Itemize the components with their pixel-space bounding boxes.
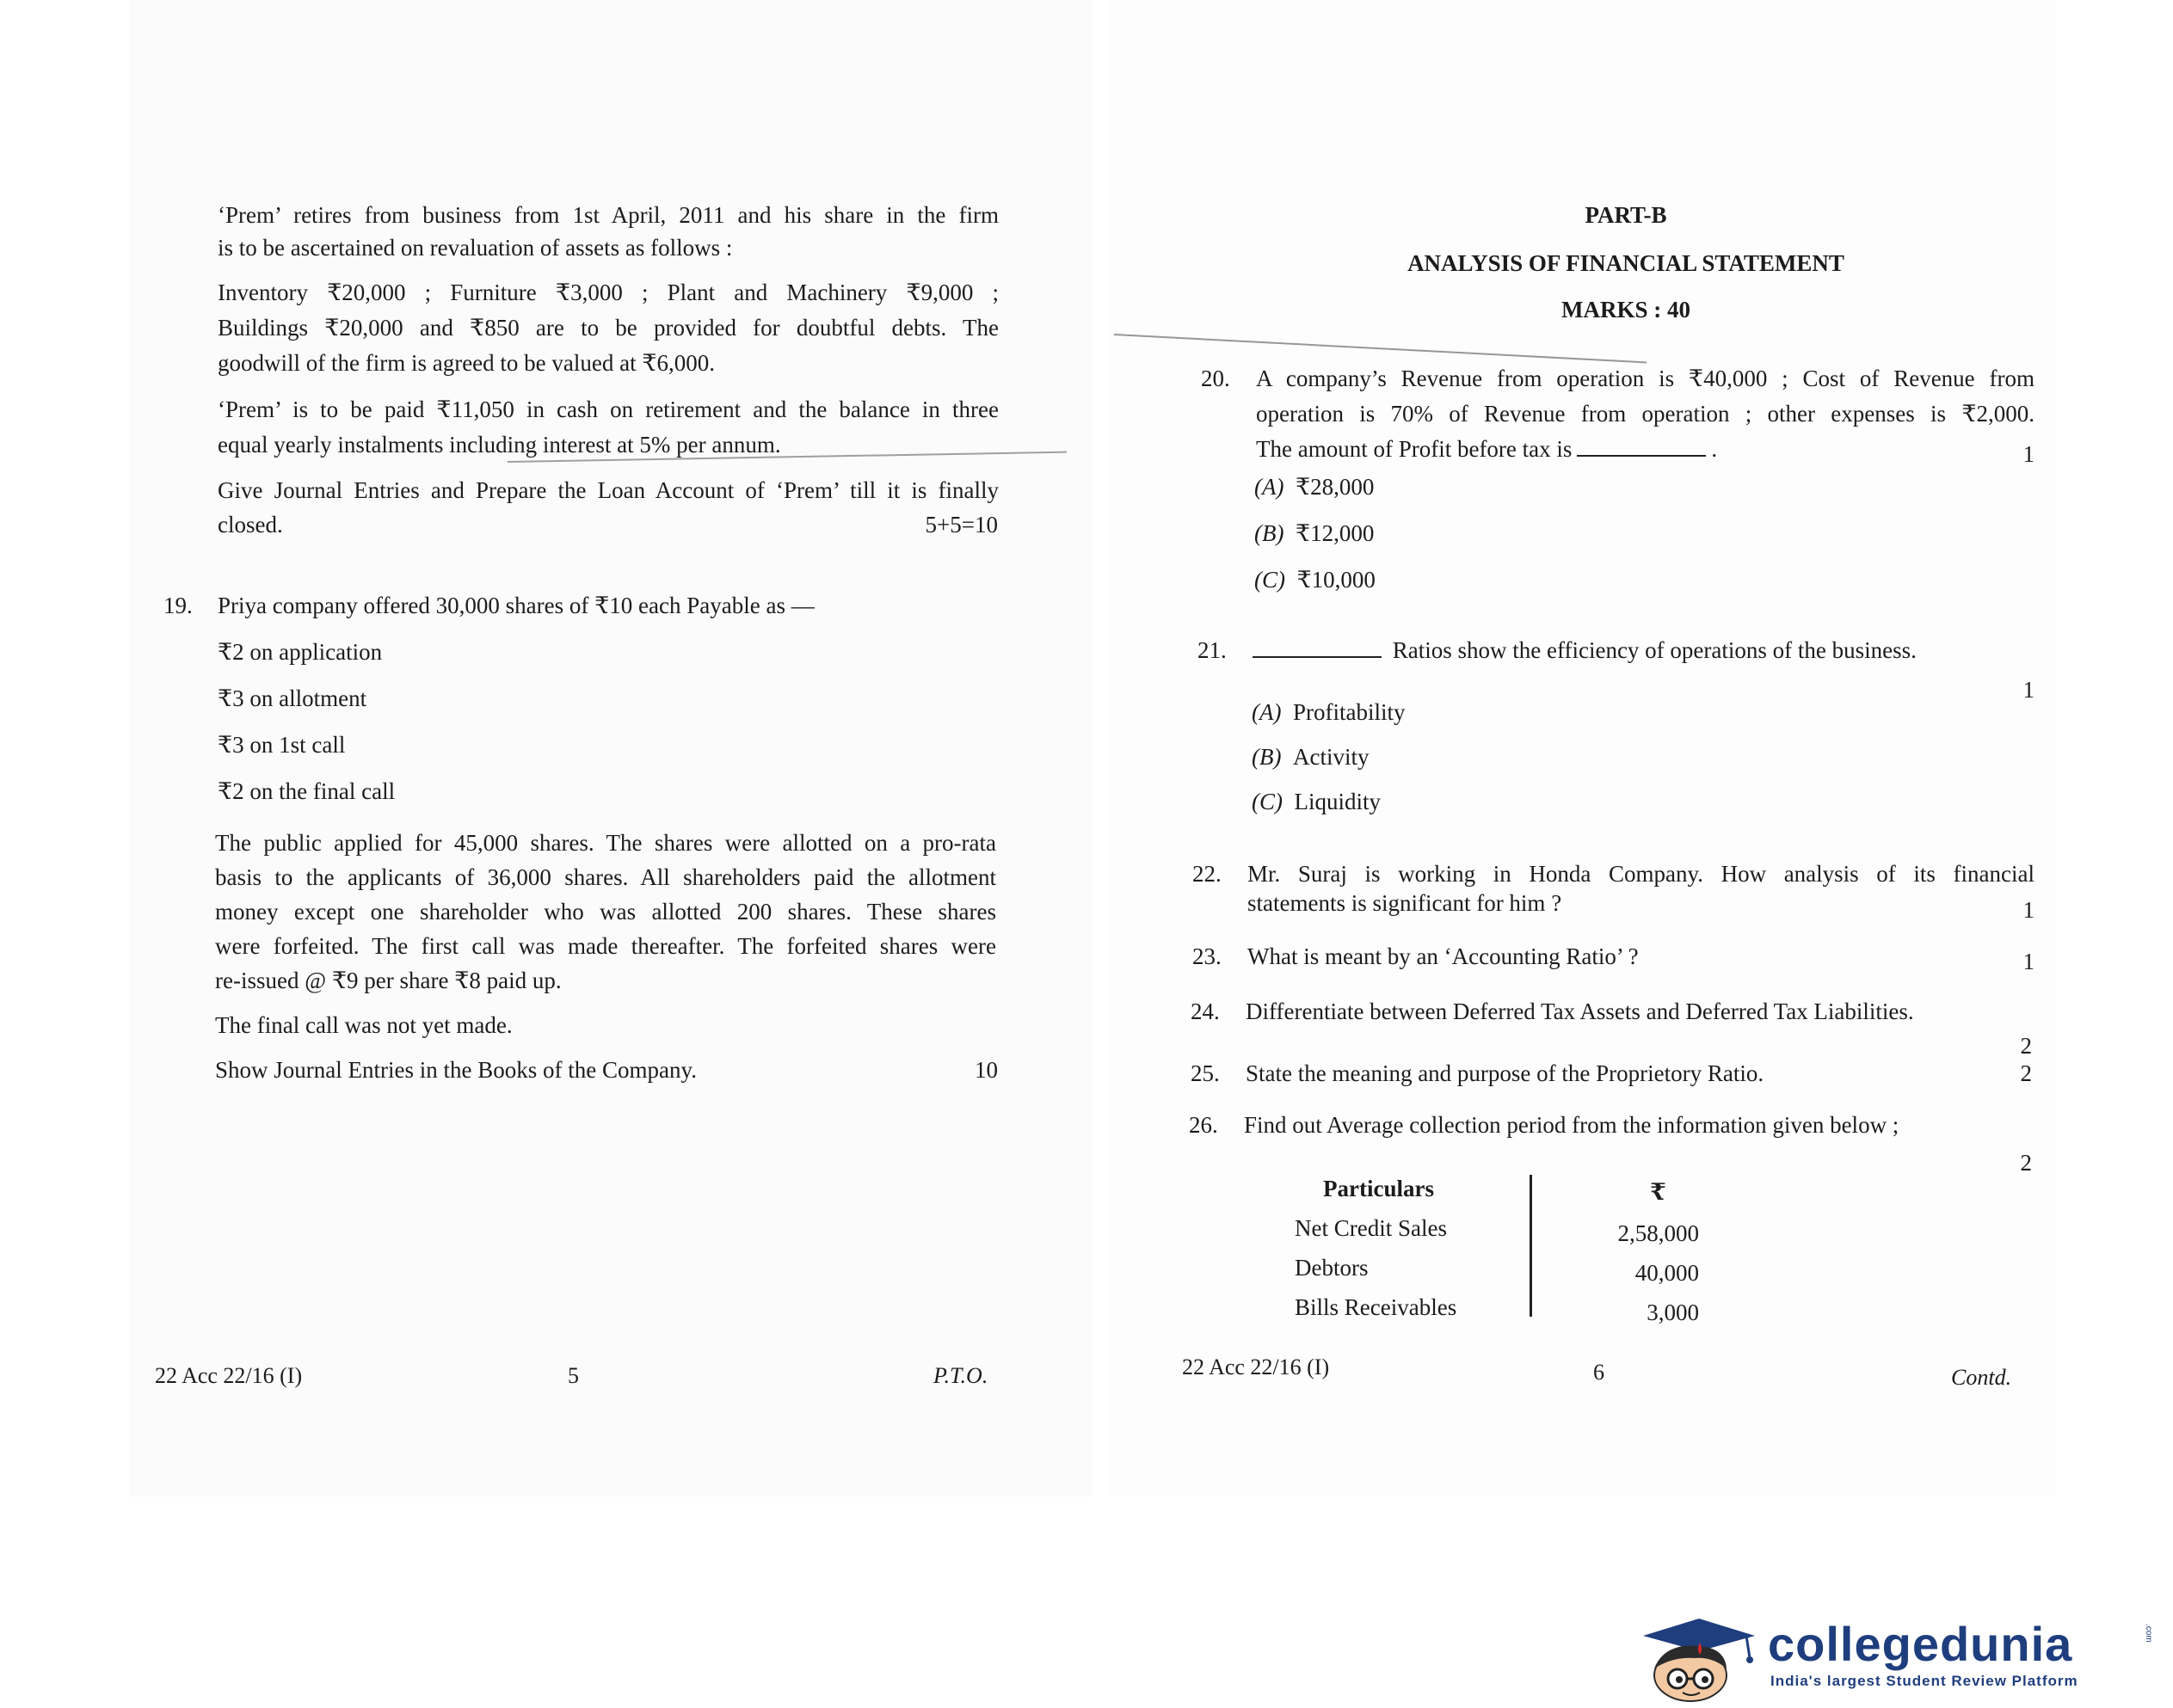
q25-marks: 2 <box>2020 1060 2032 1086</box>
footer-page-number-right: 6 <box>1593 1360 1604 1385</box>
table-row-item: Net Credit Sales <box>1295 1215 1447 1241</box>
prem-intro-line-2: is to be ascertained on revaluation of assets as follows : <box>218 235 733 261</box>
q25-text: State the meaning and purpose of the Proprietory Ratio. <box>1246 1060 1764 1086</box>
table-row-item: Bills Receivables <box>1295 1294 1457 1320</box>
q19-item-3: ₹3 on 1st call <box>218 732 346 758</box>
q20-number: 20. <box>1201 366 1230 391</box>
q19-para-line-5: re-issued @ ₹9 per share ₹8 paid up. <box>215 968 562 993</box>
q21-option-c: Liquidity <box>1294 789 1381 814</box>
q25-number: 25. <box>1191 1060 1220 1086</box>
q20-option-b-label: (B) <box>1254 520 1284 546</box>
q26-text: Find out Average collection period from the information given below ; <box>1244 1112 1899 1138</box>
table-row-amount: 40,000 <box>1634 1260 1699 1286</box>
marks-heading: MARKS : 40 <box>1561 297 1690 323</box>
q22-line-1: Mr. Suraj is working in Honda Company. How analysis of its financial <box>1247 861 2034 887</box>
q19-para-line-4: were forfeited. The first call was made thereafter. The forfeited shares were <box>215 933 996 959</box>
mascot-icon <box>1617 1617 1764 1703</box>
logo-wordmark: collegedunia <box>1768 1617 2073 1671</box>
task-line-2: closed. <box>218 512 283 538</box>
footer-contd: Contd. <box>1951 1365 2012 1390</box>
q20-option-c-label: (C) <box>1254 567 1285 593</box>
q21-option-b-label: (B) <box>1252 744 1282 770</box>
table-row-item: Debtors <box>1295 1255 1369 1281</box>
q24-marks: 2 <box>2020 1033 2032 1059</box>
q21-option-c-label: (C) <box>1252 789 1283 814</box>
q22-marks: 1 <box>2022 897 2034 923</box>
task-line-1: Give Journal Entries and Prepare the Loan Account of ‘Prem’ till it is finally <box>218 477 999 503</box>
q21-option-a-label: (A) <box>1252 699 1282 725</box>
answer-blank <box>1577 454 1706 457</box>
q20-option-b: ₹12,000 <box>1295 520 1375 546</box>
payment-line-2: equal yearly instalments including interest at 5% per annum. <box>218 432 781 458</box>
q24-number: 24. <box>1191 998 1220 1024</box>
q23-number: 23. <box>1192 943 1222 969</box>
q19-item-1: ₹2 on application <box>218 639 383 665</box>
q19-item-2: ₹3 on allotment <box>218 685 367 711</box>
answer-blank <box>1253 655 1382 658</box>
footer-code-left: 22 Acc 22/16 (I) <box>155 1363 303 1388</box>
table-row-amount: 2,58,000 <box>1617 1220 1699 1246</box>
q19-para-line-3: money except one shareholder who was allotted 200 shares. These shares <box>215 899 996 925</box>
q24-text: Differentiate between Deferred Tax Assets and Deferred Tax Liabilities. <box>1246 998 1914 1024</box>
table-divider <box>1530 1175 1532 1317</box>
assets-line-2: Buildings ₹20,000 and ₹850 are to be provided for doubtful debts. The <box>218 315 999 341</box>
table-header-amount: ₹ <box>1650 1179 1666 1205</box>
table-header-particulars: Particulars <box>1323 1176 1434 1201</box>
q20-line-1: A company’s Revenue from operation is ₹40,000 ; Cost of Revenue from <box>1256 366 2034 391</box>
footer-code-right: 22 Acc 22/16 (I) <box>1182 1355 1330 1379</box>
q19-task: Show Journal Entries in the Books of the Company. <box>215 1057 697 1083</box>
prem-intro-line-1: ‘Prem’ retires from business from 1st April, 2011 and his share in the firm <box>218 202 999 228</box>
q20-line-3: The amount of Profit before tax is <box>1256 436 1573 462</box>
q19-text: Priya company offered 30,000 shares of ₹10 each Payable as — <box>218 593 815 618</box>
footer-page-number-left: 5 <box>568 1363 579 1388</box>
q19-number: 19. <box>163 593 193 618</box>
q19-note: The final call was not yet made. <box>215 1012 513 1038</box>
q20-line-3-end: . <box>1711 436 1718 462</box>
q19-para-line-2: basis to the applicants of 36,000 shares. All shareholders paid the allotment <box>215 864 996 890</box>
q21-text: Ratios show the efficiency of operations of the business. <box>1392 637 1917 663</box>
q21-option-b: Activity <box>1292 744 1370 770</box>
section-title: ANALYSIS OF FINANCIAL STATEMENT <box>1407 250 1844 276</box>
q21-number: 21. <box>1197 637 1227 663</box>
task-marks: 5+5=10 <box>925 512 998 538</box>
q19-marks: 10 <box>975 1057 998 1083</box>
q21-option-a: Profitability <box>1292 699 1406 725</box>
q20-line-2: operation is 70% of Revenue from operation ; other expenses is ₹2,000. <box>1256 401 2034 427</box>
collegedunia-logo[interactable] <box>1617 1617 2168 1703</box>
payment-line-1: ‘Prem’ is to be paid ₹11,050 in cash on retirement and the balance in three <box>218 396 999 422</box>
q26-marks: 2 <box>2020 1150 2032 1176</box>
part-heading: PART-B <box>1585 202 1667 228</box>
q22-line-2: statements is significant for him ? <box>1247 890 1562 916</box>
q20-option-a-label: (A) <box>1254 474 1284 500</box>
q20-option-c: ₹10,000 <box>1296 567 1376 593</box>
q23-marks: 1 <box>2022 949 2034 974</box>
q21-marks: 1 <box>2022 677 2034 703</box>
assets-line-1: Inventory ₹20,000 ; Furniture ₹3,000 ; Plant and Machinery ₹9,000 ; <box>218 280 999 305</box>
table-row-amount: 3,000 <box>1647 1299 1699 1325</box>
q22-number: 22. <box>1192 861 1222 887</box>
q23-text: What is meant by an ‘Accounting Ratio’ ? <box>1247 943 1639 969</box>
assets-line-3: goodwill of the firm is agreed to be valued at ₹6,000. <box>218 350 716 376</box>
logo-com-suffix: .com <box>2144 1624 2153 1643</box>
q19-item-4: ₹2 on the final call <box>218 778 396 804</box>
logo-tagline: India's largest Student Review Platform <box>1770 1673 2078 1689</box>
q26-number: 26. <box>1189 1112 1218 1138</box>
footer-pto: P.T.O. <box>933 1363 988 1388</box>
q20-option-a: ₹28,000 <box>1295 474 1375 500</box>
q19-para-line-1: The public applied for 45,000 shares. The shares were allotted on a pro-rata <box>215 830 996 856</box>
q20-marks: 1 <box>2022 441 2034 467</box>
